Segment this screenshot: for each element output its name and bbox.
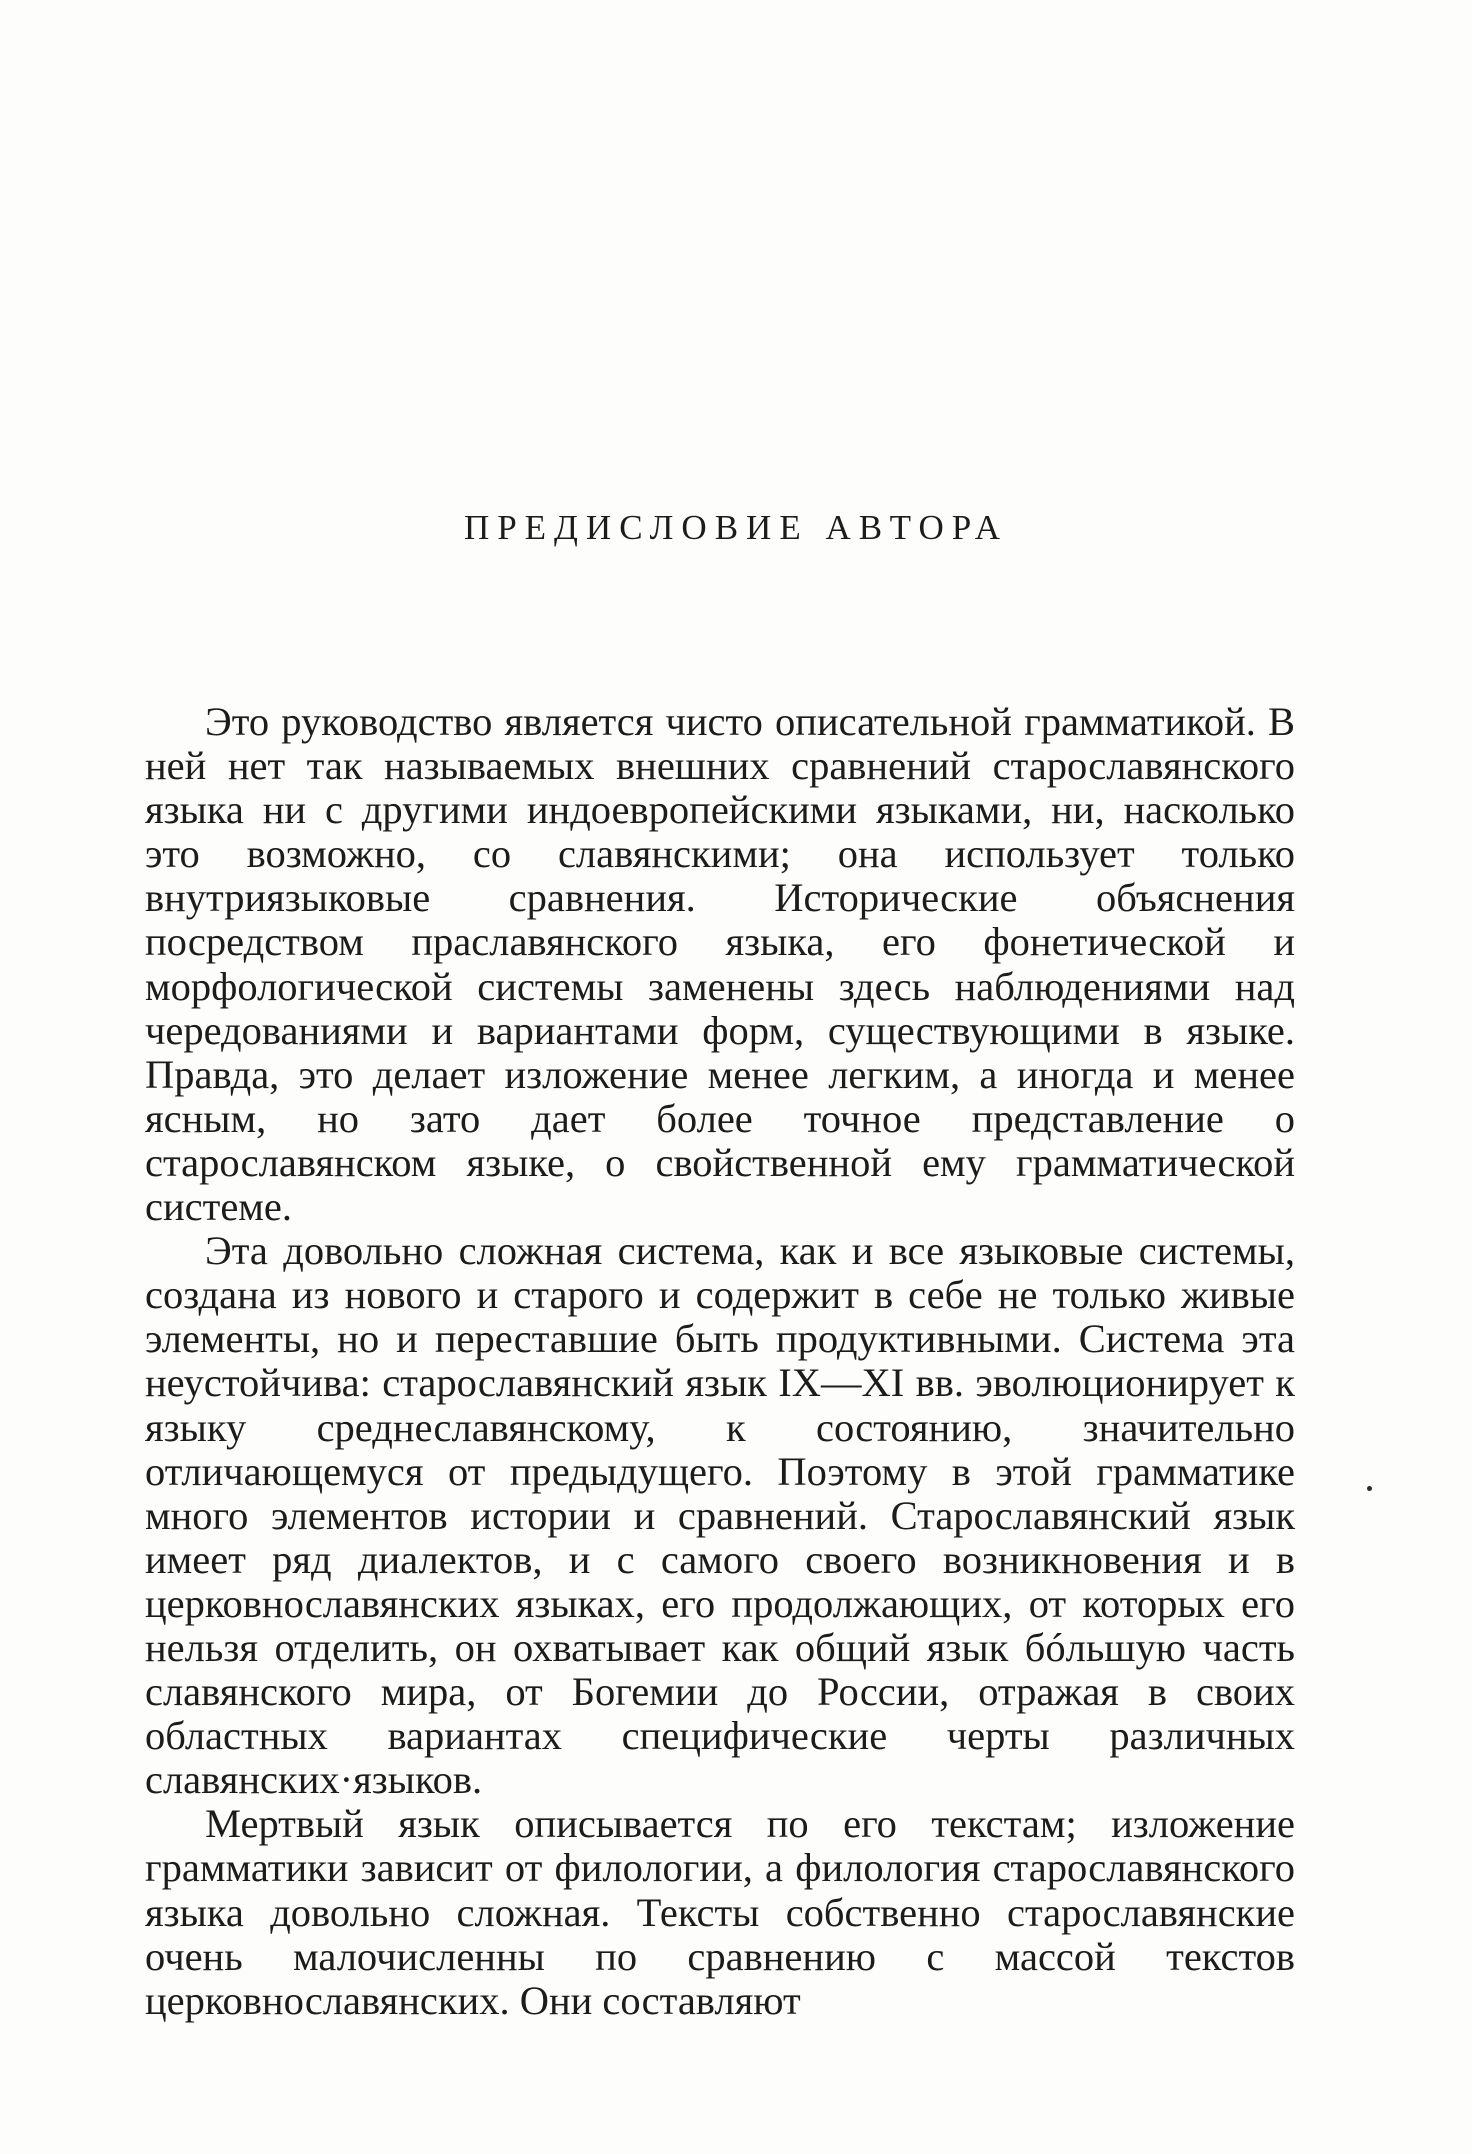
paragraph-1: Это руководство является чисто описательной грамматикой. В ней нет так называемых внешних сравнений старославянского языка ни с другими индоевропейскими языками, ни, насколько это возможно, со славянскими; она использует только внутриязыковые сравнения. Исторические объяснения посредством праславянского языка, его фонетической и морфологической системы заменены здесь наблюдениями над чередованиями и вариантами форм, существующими в языке. Правда, это делает изложение менее легким, а иногда и менее ясным, но зато дает более точное представление о старославянском языке, о свойственной ему грамматической системе. [145, 699, 1295, 1230]
page-title: ПРЕДИСЛОВИЕ АВТОРА [463, 508, 1009, 547]
paragraph-3: Мертвый язык описывается по его текстам; изложение грамматики зависит от филологии, а филология старославянского языка довольно сложная. Тексты собственно старославянские очень малочисленны по сравнению с массой текстов церковнославянских. Они составляют [145, 1801, 1295, 2023]
paragraph-2: Эта довольно сложная система, как и все языковые системы, создана из нового и старого и содержит в себе не только живые элементы, но и переставшие быть продуктивными. Система эта неустойчива: старославянский язык IX—XI вв. эволюционирует к языку среднеславянскому, к состоянию, значительно отличающемуся от предыдущего. Поэтому в этой грамматике много элементов истории и сравнений. Старославянский язык имеет ряд диалектов, и с самого своего возникновения и в церковнославянских языках, его продолжающих, от которых его нельзя отделить, он охватывает как общий язык бóльшую часть славянского мира, от Богемии до России, отражая в своих областных вариантах специфические черты различных славянских·языков. [145, 1228, 1295, 1803]
preface-body [145, 700, 1295, 2023]
ink-speck [1367, 1486, 1372, 1491]
